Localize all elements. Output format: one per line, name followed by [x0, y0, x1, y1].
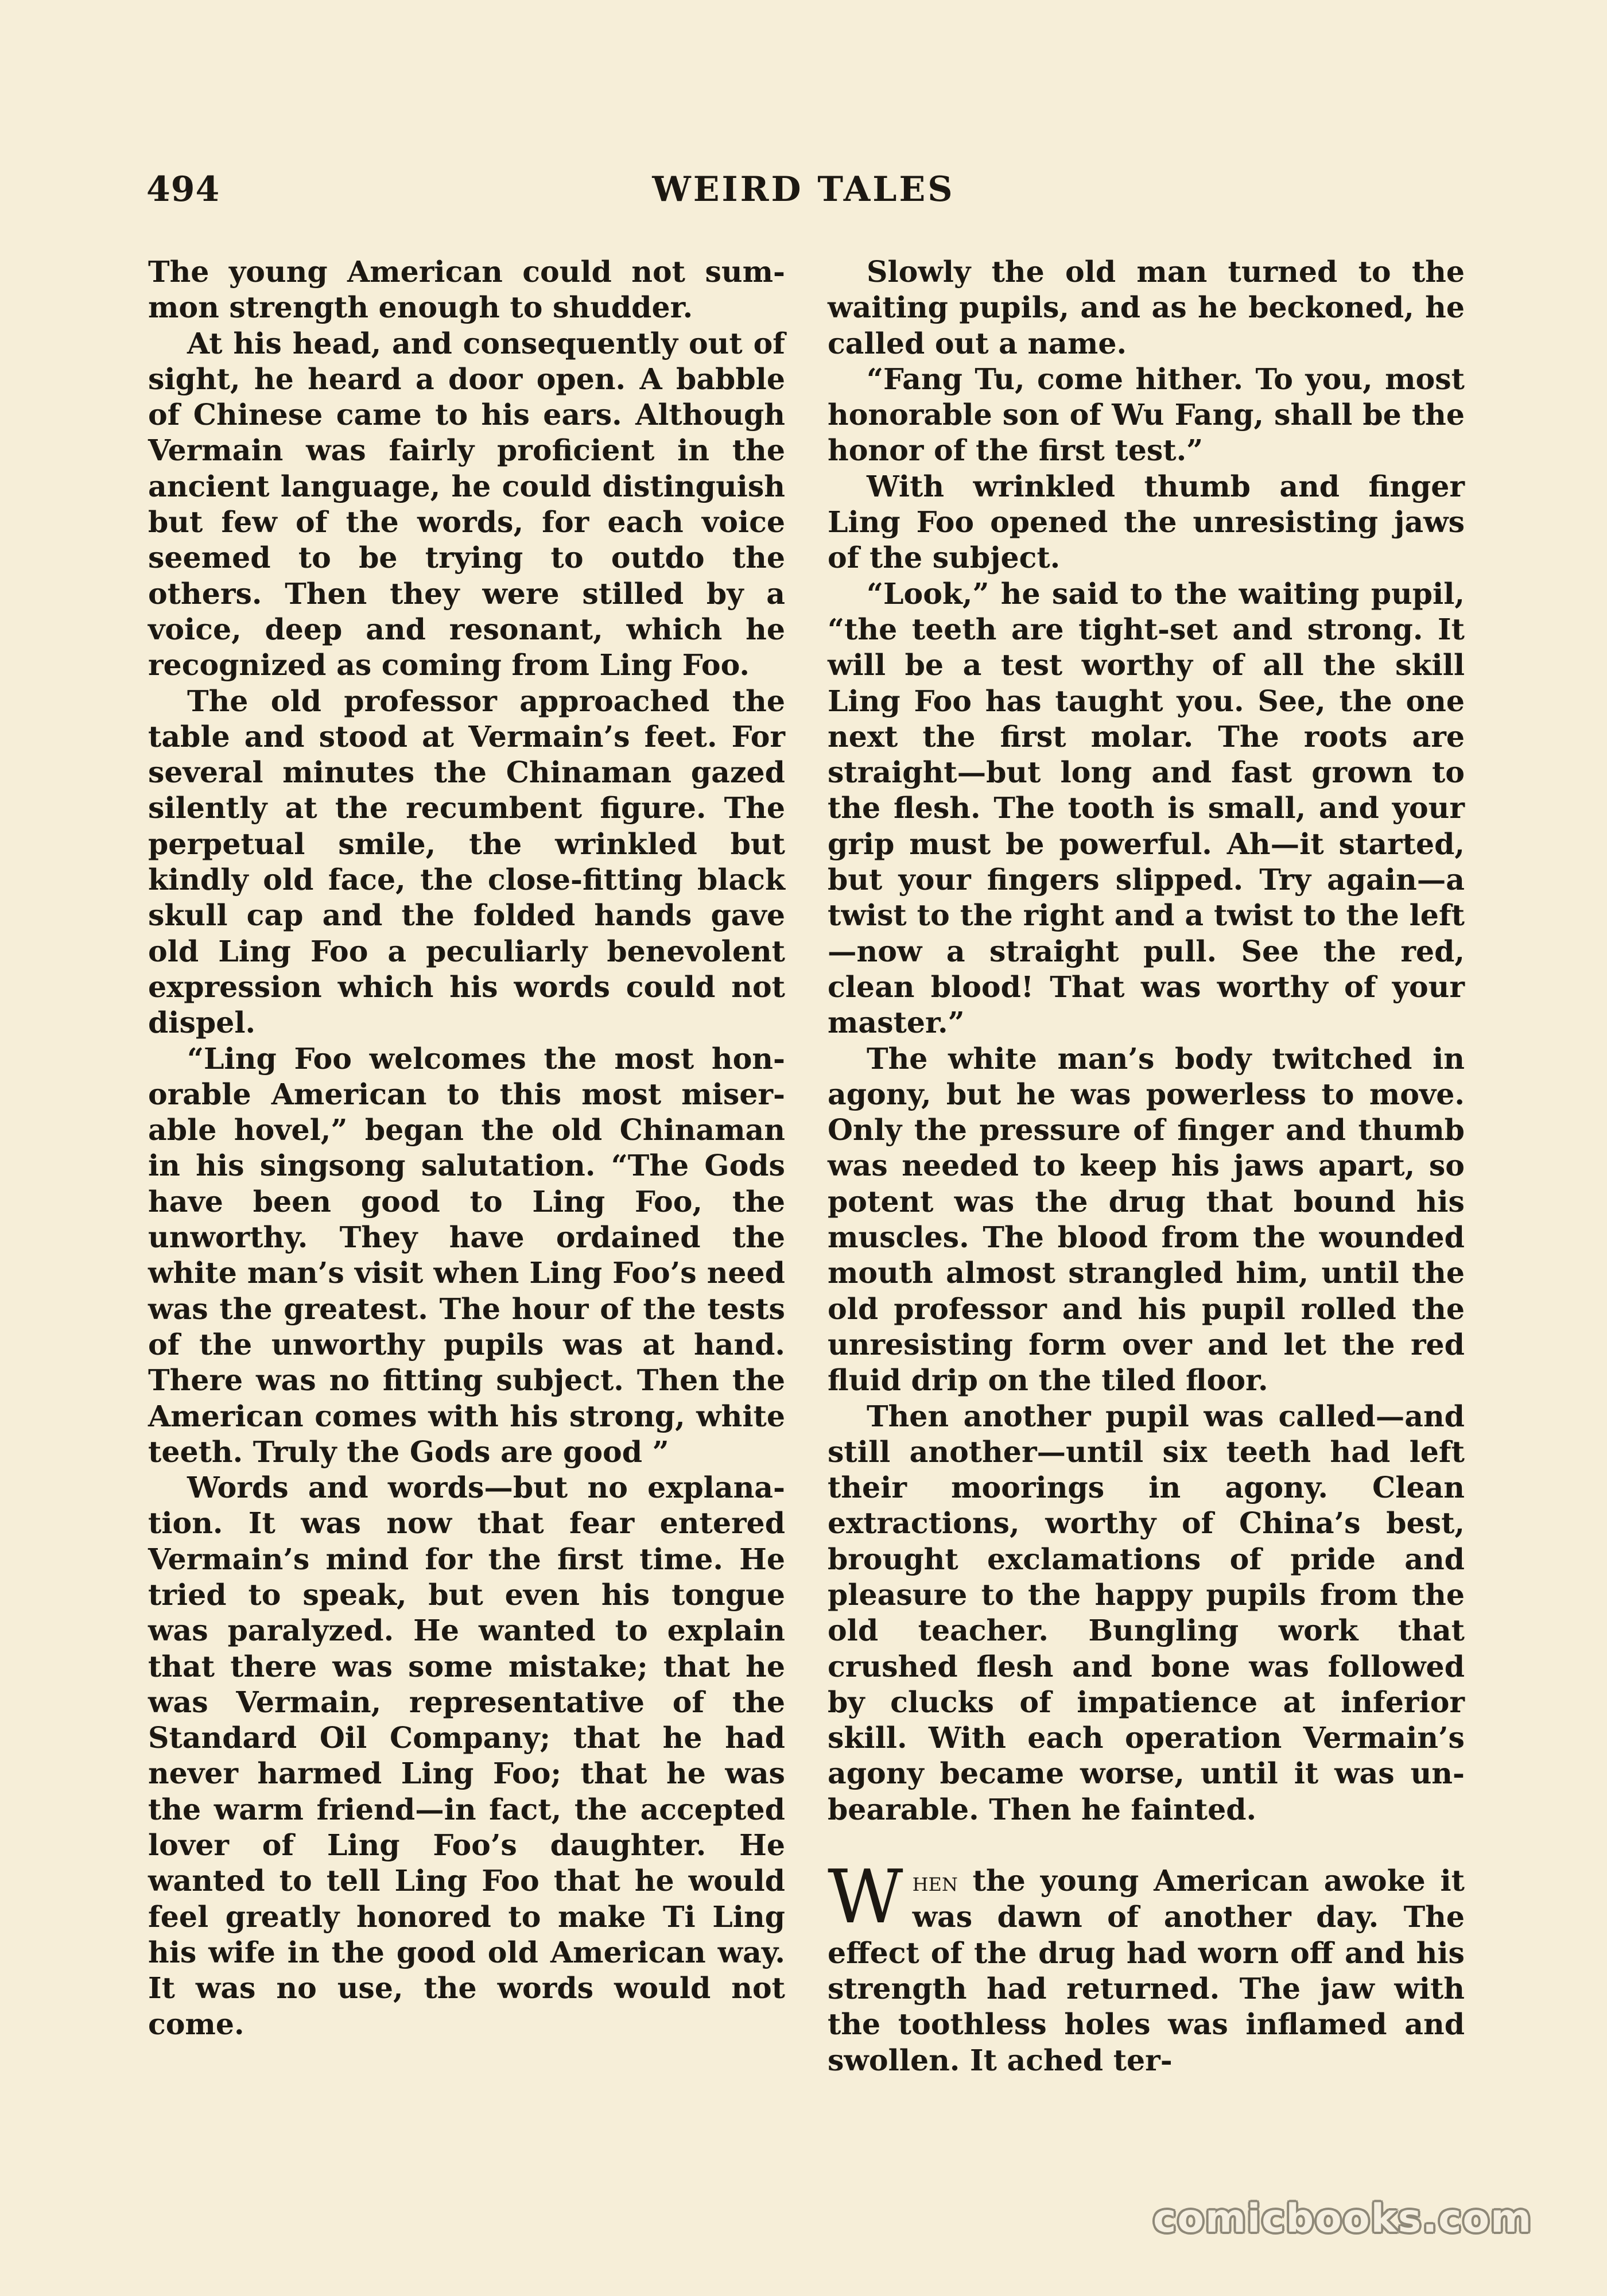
- section-opening-paragraph: [828, 1855, 1465, 2078]
- right-column: [828, 254, 1465, 2078]
- page-number: 494: [146, 169, 220, 210]
- paragraph: Then another pupil was called—and still another—until six teeth had left their moorings in agony. Clean extractions, worthy of China’s best, brought exclamations of pride and pleasure to the happy pupils from the old teacher. Bungling work that crushed flesh and bone was followed by clucks of impatience at inferior skill. With each operation Vermain’s agony became worse, until it was unbearable. Then he fainted.: [828, 1399, 1465, 1826]
- paragraph: Words and words—but no explanation. It was now that fear entered Vermain’s mind for the first time. He tried to speak, but even his tongue was paralyzed. He wanted to explain that there was some mistake; that he was Vermain, representative of the Standard Oil Company; that he had never harmed Ling Foo; that he was the warm friend—in fact, the accepted lover of Ling Foo’s daughter. He wanted to tell Ling Foo that he would feel greatly honored to make Ti Ling his wife in the good old American way. It was no use, the words would not come.: [148, 1471, 785, 2041]
- watermark-logo: comicbooks.com: [1152, 2196, 1532, 2241]
- drop-cap: W: [828, 1855, 903, 1941]
- magazine-title: WEIRD TALES: [652, 169, 955, 210]
- paragraph: “Ling Foo welcomes the most honorable American to this most miserable hovel,” began the old Chinaman in his singsong salutation. “The Gods have been good to Ling Foo, the unworthy. They have ordained the white man’s visit when Ling Foo’s need was the greatest. The hour of the tests of the unworthy pupils was at hand. There was no fitting subject. Then the American comes with his strong, white teeth. Truly the Gods are good ”: [148, 1041, 785, 1469]
- paragraph: “Look,” he said to the waiting pupil, “the teeth are tight-set and strong. It will be a test worthy of all the skill Ling Foo has taught you. See, the one next the first molar. The roots are straight—but long and fast grown to the flesh. The tooth is small, and your grip must be powerful. Ah—it started, but your fingers slipped. Try again—a twist to the right and a twist to the left—now a straight pull. See the red, clean blood! That was worthy of your master.”: [828, 576, 1465, 1040]
- paragraph: With wrinkled thumb and finger Ling Foo opened the unresisting jaws of the subject.: [828, 469, 1465, 575]
- paragraph: The young American could not summon strength enough to shudder.: [148, 255, 785, 325]
- small-caps-lead: hen: [912, 1866, 958, 1898]
- paragraph: “Fang Tu, come hither. To you, most honorable son of Wu Fang, shall be the honor of the first test.”: [828, 362, 1465, 468]
- paragraph: Slowly the old man turned to the waiting pupils, and as he beckoned, he called out a name.: [828, 255, 1465, 360]
- paragraph: At his head, and consequently out of sight, he heard a door open. A babble of Chinese came to his ears. Although Vermain was fairly proficient in the ancient language, he could distinguish but few of the words, for each voice seemed to be trying to outdo the others. Then they were stilled by a voice, deep and resonant, which he recognized as coming from Ling Foo.: [148, 326, 785, 682]
- left-column: [148, 254, 785, 2042]
- paragraph: The white man’s body twitched in agony, but he was powerless to move. Only the pressure of finger and thumb was needed to keep his jaws apart, so potent was the drug that bound his muscles. The blood from the wounded mouth almost strangled him, until the old professor and his pupil rolled the unresisting form over and let the red fluid drip on the tiled floor.: [828, 1041, 1465, 1398]
- paragraph: The old professor approached the table and stood at Vermain’s feet. For several minutes the Chinaman gazed silently at the recumbent figure. The perpetual smile, the wrinkled but kindly old face, the close-fitting black skull cap and the folded hands gave old Ling Foo a peculiarly benevolent expression which his words could not dispel.: [148, 684, 785, 1040]
- section-text: the young American awoke it was dawn of another day. The effect of the drug had worn off and his strength had returned. The jaw with the toothless holes was inflamed and swollen. It ached ter-: [828, 1864, 1465, 2077]
